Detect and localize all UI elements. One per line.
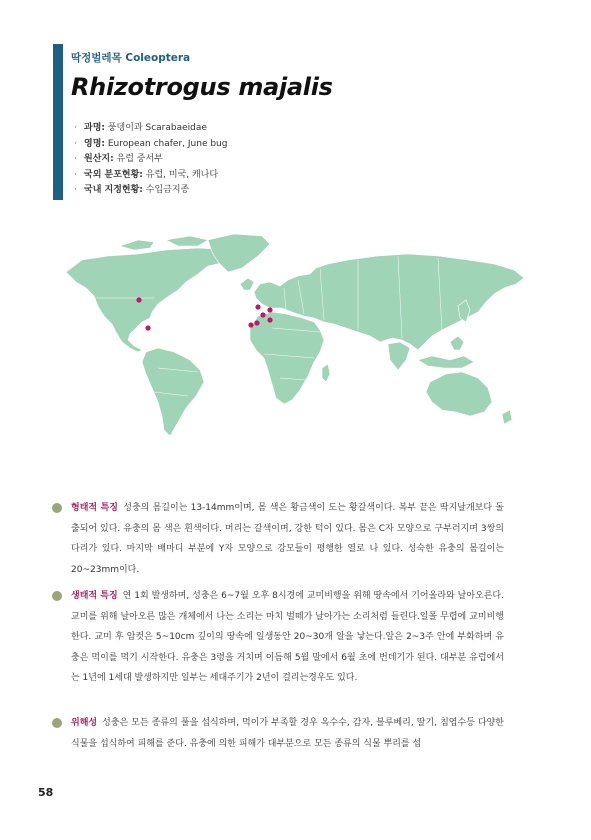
bullet-icon: · <box>74 123 77 133</box>
section-title: 생태적 특징 <box>71 591 118 601</box>
distribution-marker <box>255 304 260 309</box>
section-paragraph: 생태적 특징 연 1회 발생하며, 성충은 6~7월 오후 8시경에 교미비행을 위해 땅속에서 기어올라와 날아오른다. 교미를 위해 날아오른 많은 개체에서 나는 소리는 마치 벌떼가 날아가는 소리처럼 들린다.일몰 무렵에 교미비행한다. 교미 후 암컷은 5~10cm 깊이의 땅속에 일생동안 20~30개 알을 낳는다.알은 2~3주 안에 부화하며 유충은 먹이를 먹기 시작한다. 유충은 3령을 거치며 이듬해 5월 말에서 6월 초에 번데기가 된다. 대부분 유럽에서는 1년에 1세대 발생하지만 일부는 세대주기가 2년이 걸리는경우도 있다. <box>71 591 504 683</box>
section-bullet-icon <box>52 718 62 728</box>
species-info-list <box>74 121 227 199</box>
info-item-domestic-status: · 국내 지정현황: 수입금지종 <box>74 183 227 199</box>
info-item-family: · 과명: 풍뎅이과 Scarabaeidae <box>74 121 227 137</box>
bullet-icon: · <box>74 185 77 196</box>
map-land <box>66 234 524 436</box>
distribution-marker <box>254 320 259 325</box>
section-ecology <box>52 586 504 689</box>
section-title: 형태적 특징 <box>71 503 118 513</box>
order-label: 딱정벌레목 Coleoptera <box>71 52 191 64</box>
species-title: Rhizotrogus majalis <box>71 73 333 101</box>
header-accent-bar <box>53 44 63 200</box>
info-item-english-name: · 영명: European chafer, June bug <box>74 137 227 153</box>
distribution-marker <box>260 312 265 317</box>
info-item-origin: · 원산지: 유럽 중서부 <box>74 152 227 168</box>
section-title: 위해성 <box>71 718 98 728</box>
bullet-icon: · <box>74 138 77 149</box>
distribution-marker <box>145 325 150 330</box>
info-item-foreign-distribution: · 국외 분포현황: 유럽, 미국, 캐나다 <box>74 168 227 184</box>
distribution-map <box>58 232 534 446</box>
page-number: 58 <box>38 786 54 799</box>
bullet-icon: · <box>74 154 77 165</box>
section-bullet-icon <box>52 503 62 513</box>
section-harmfulness <box>52 713 504 754</box>
section-paragraph: 형태적 특징 성충의 몸길이는 13-14mm이며, 몸 색은 황금색이 도는 황갈색이다. 복부 끝은 딱지날개보다 돌출되어 있다. 유충의 몸 색은 흰색이다. 머리는 갈색이며, 강한 턱이 있다. 몸은 C자 모양으로 구부러지며 3쌍의 다리가 있다. 마지막 배마디 부분에 Y자 모양으로 강모들이 평행한 열로 나 있다. 성숙한 유충의 몸길이는 20~23mm이다. <box>71 503 505 575</box>
distribution-marker <box>267 317 272 322</box>
distribution-marker <box>136 297 141 302</box>
section-paragraph: 위해성 성충은 모든 종류의 풀을 섭식하며, 먹이가 부족할 경우 옥수수, 감자, 블루베리, 딸기, 침엽수등 다양한 식물을 섭식하여 피해를 준다. 유충에 의한 피해가 대부분으로 모든 종류의 식물 뿌리를 섭 <box>71 718 504 749</box>
distribution-marker <box>267 307 272 312</box>
distribution-marker <box>248 322 253 327</box>
bullet-icon: · <box>74 169 77 180</box>
section-morphology <box>52 498 504 580</box>
section-bullet-icon <box>52 591 62 601</box>
